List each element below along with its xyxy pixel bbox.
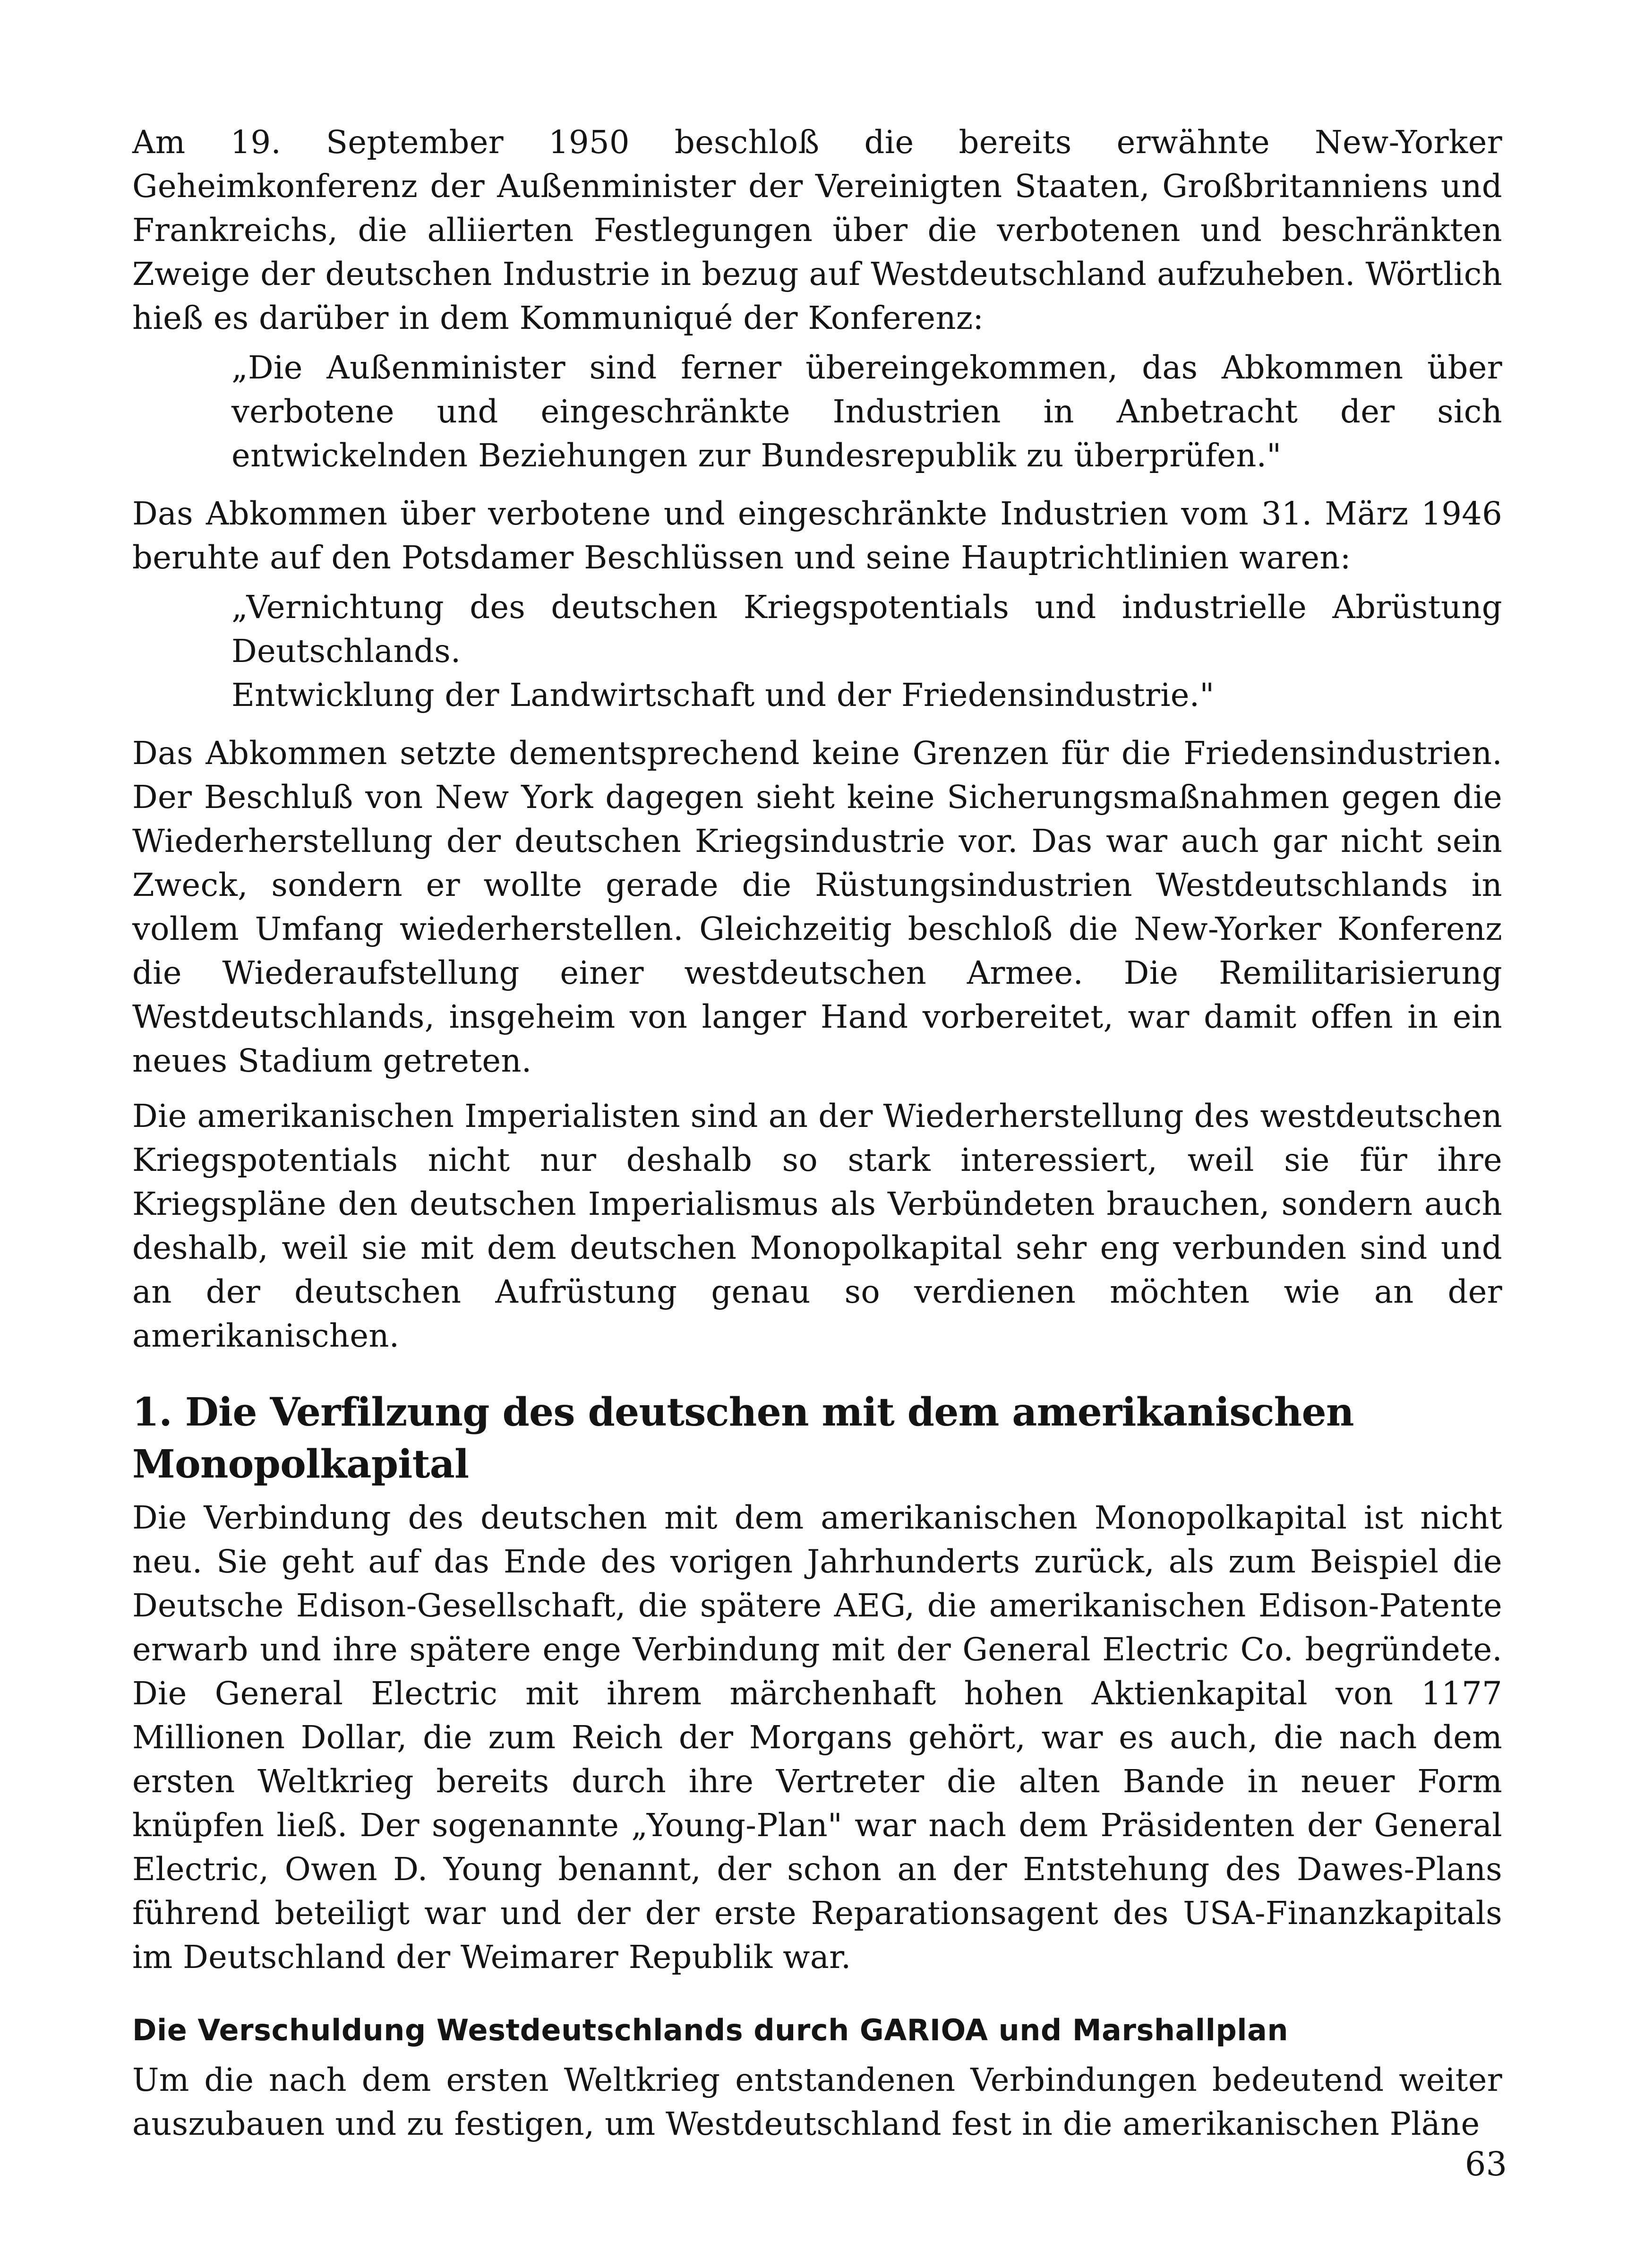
page-number: 63	[1464, 2145, 1507, 2183]
paragraph-american-imperialists: Die amerikanischen Imperialisten sind an der Wiederherstellung des westdeutschen Kriegspotentials nicht nur deshalb so stark interessiert, weil sie für ihre Kriegspläne den deutschen Imperialismus als Verbündeten brauchen, sondern auch deshalb, weil sie mit dem deutschen Monopolkapital sehr eng verbunden sind und an der deutschen Aufrüstung genau so verdienen möchten wie an der amerikanischen.	[132, 1098, 1502, 1354]
subsection-heading: Die Verschuldung Westdeutschlands durch GARIOA und Marshallplan	[132, 2013, 1288, 2047]
text-column	[132, 120, 1502, 2146]
paragraph-connections: Um die nach dem ersten Weltkrieg entstandenen Verbindungen bedeutend weiter auszubauen und zu festigen, um Westdeutschland fest in die amerikanischen Pläne	[132, 2062, 1502, 2142]
paragraph-agreement: Das Abkommen über verbotene und eingeschränkte Industrien vom 31. März 1946 beruhte auf den Potsdamer Beschlüssen und seine Hauptrichtlinien waren:	[132, 495, 1502, 576]
paragraph-monopoly-capital: Die Verbindung des deutschen mit dem amerikanischen Monopolkapital ist nicht neu. Sie geht auf das Ende des vorigen Jahrhunderts zurück, als zum Beispiel die Deutsche Edison-Gesellschaft, die spätere AEG, die amerikanischen Edison-Patente erwarb und ihre spätere enge Verbindung mit der General Electric Co. begründete. Die General Electric mit ihrem märchenhaft hohen Aktienkapital von 1177 Millionen Dollar, die zum Reich der Morgans gehört, war es auch, die nach dem ersten Weltkrieg bereits durch ihre Vertreter die alten Bande in neuer Form knüpfen ließ. Der sogenannte „Young-Plan" war nach dem Präsidenten der General Electric, Owen D. Young benannt, der schon an der Entstehung des Dawes-Plans führend beteiligt war und der der erste Reparationsagent des USA-Finanzkapitals im Deutschland der Weimarer Republik war.	[132, 1499, 1502, 1976]
section-heading: 1. Die Verfilzung des deutschen mit dem amerikanischen Monopolkapital	[132, 1390, 1354, 1487]
quote-guidelines-line-1: „Vernichtung des deutschen Kriegspotentials und industrielle Abrüstung Deutschlands.	[231, 589, 1502, 670]
quote-communique: „Die Außenminister sind ferner übereingekommen, das Abkommen über verbotene und eingeschränkte Industrien in Anbetracht der sich entwickelnden Beziehungen zur Bundesrepublik zu überprüfen."	[231, 349, 1502, 474]
quote-guidelines-line-2: Entwicklung der Landwirtschaft und der Friedensindustrie."	[231, 677, 1215, 713]
quote-guidelines	[132, 585, 1502, 717]
paragraph-new-york-decision: Das Abkommen setzte dementsprechend keine Grenzen für die Friedensindustrien. Der Beschluß von New York dagegen sieht keine Sicherungsmaßnahmen gegen die Wiederherstellung der deutschen Kriegsindustrie vor. Das war auch gar nicht sein Zweck, sondern er wollte gerade die Rüstungsindustrien Westdeutschlands in vollem Umfang wiederherstellen. Gleichzeitig beschloß die New-Yorker Konferenz die Wiederaufstellung einer westdeutschen Armee. Die Remilitarisierung Westdeutschlands, insgeheim von langer Hand vorbereitet, war damit offen in ein neues Stadium getreten.	[132, 735, 1502, 1079]
paragraph-conference: Am 19. September 1950 beschloß die bereits erwähnte New-Yorker Geheimkonferenz der Außenminister der Vereinigten Staaten, Großbritanniens und Frankreichs, die alliierten Festlegungen über die verbotenen und beschränkten Zweige der deutschen Industrie in bezug auf Westdeutschland aufzuheben. Wörtlich hieß es darüber in dem Kommuniqué der Konferenz:	[132, 124, 1502, 336]
